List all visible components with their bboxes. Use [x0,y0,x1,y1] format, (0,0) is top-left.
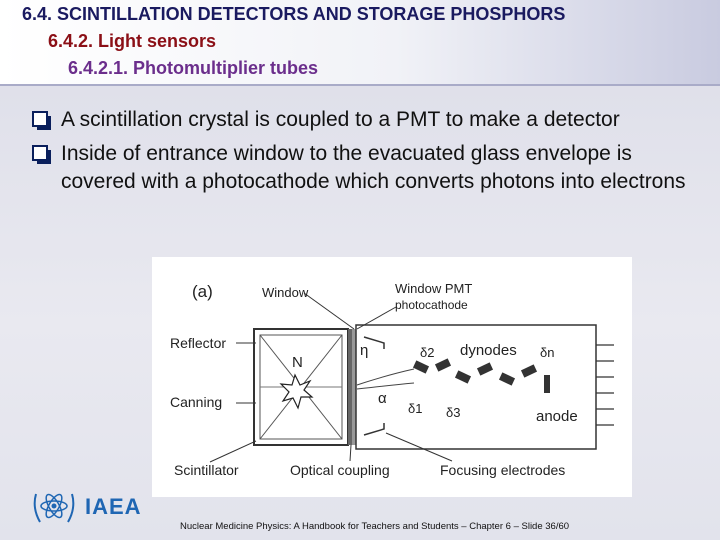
slide-title: 6.4. SCINTILLATION DETECTORS AND STORAGE PHOSPHORS [22,4,566,24]
checkbox-bullet-icon [32,145,48,161]
pmt-diagram [152,257,632,497]
dynode-5 [499,372,515,385]
scintillation-flash-icon [281,375,312,408]
label-delta2: δ2 [420,345,435,360]
label-n: N [292,354,303,371]
slide-footer: Nuclear Medicine Physics: A Handbook for Teachers and Students – Chapter 6 – Slide 36/60 [180,521,570,532]
bullet-text: Inside of entrance window to the evacuated glass envelope is covered with a photocathode which converts photons into electrons [61,142,686,193]
dynode-4 [477,362,493,375]
label-scintillator: Scintillator [174,462,239,478]
label-window-pmt: Window PMT [395,281,473,296]
panel-label: (a) [192,282,213,301]
dynode-1 [413,360,429,373]
label-photocathode: photocathode [395,298,468,312]
label-focusing-electrodes: Focusing electrodes [440,462,566,478]
slide-subtitle: 6.4.2. Light sensors [48,31,217,51]
anode [544,375,550,393]
optical-coupling-layer [348,329,352,445]
label-delta3: δ3 [446,405,461,420]
atom-laurel-icon [28,482,80,530]
bullet-item [30,106,710,134]
label-optical-coupling: Optical coupling [290,462,390,478]
dynode-2 [435,358,451,371]
label-eta: η [360,342,369,359]
label-delta1: δ1 [408,401,423,416]
label-canning: Canning [170,394,223,410]
bullet-item [30,140,710,196]
dynode-n [521,364,537,377]
slide-subsubtitle: 6.4.2.1. Photomultiplier tubes [68,58,319,78]
iaea-logo-text: IAEA [85,494,142,519]
dynode-3 [455,370,471,383]
label-deltan: δn [540,345,555,360]
slide-header [0,0,720,86]
label-dynodes: dynodes [460,342,517,359]
bullet-text: A scintillation crystal is coupled to a PMT to make a detector [61,108,620,131]
label-anode: anode [536,408,578,425]
label-reflector: Reflector [170,335,227,351]
checkbox-bullet-icon [32,111,48,127]
label-window: Window [262,285,309,300]
bullet-list [30,106,710,202]
label-alpha: α [378,390,387,407]
